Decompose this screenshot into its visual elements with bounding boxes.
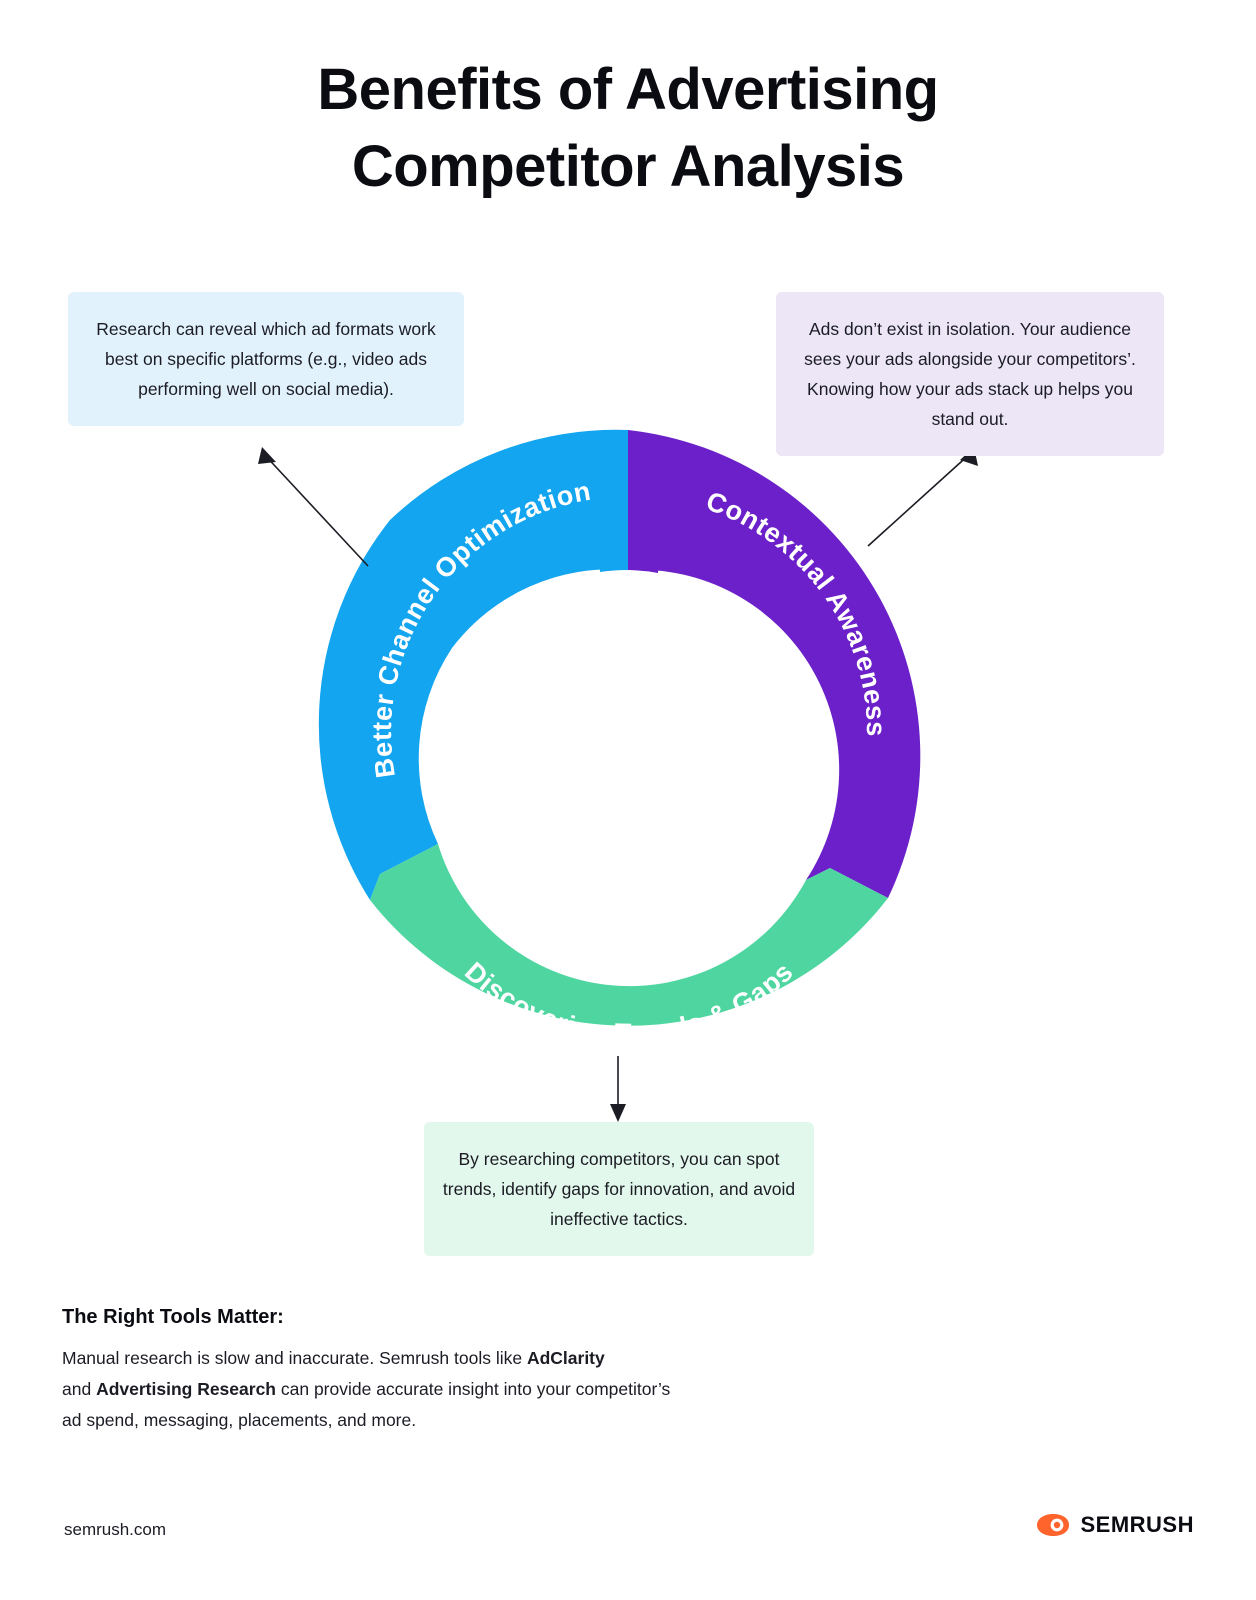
page-title-line-1: Benefits of Advertising [317,57,939,122]
footer-url[interactable]: semrush.com [64,1520,167,1539]
tools-note-line2-a: and [62,1379,97,1400]
segment-label-green: Discovering Trends & Gaps [459,956,799,1049]
tools-note-line1-a: Manual research is slow and inaccurate. Semrush tools like [62,1348,527,1368]
tools-note-heading: The Right Tools Matter: [62,1306,284,1328]
tools-note [62,1306,882,1436]
brand-name: SEMRUSH [1080,1512,1194,1537]
tool-name-adclarity: AdClarity [526,1348,605,1368]
callout-discovering-trends-gaps: By researching competitors, you can spot trends, identify gaps for innovation, and avoid ineffective tactics. [424,1122,814,1256]
tools-note-line2-c: can provide accurate insight into your competitor’s [276,1379,671,1400]
semrush-mark-icon [1036,1513,1070,1537]
connector-bottom [610,1056,626,1122]
segment-contextual-awareness[interactable] [628,430,920,898]
page-title-line-2: Competitor Analysis [351,133,905,199]
tools-note-body [62,1343,882,1436]
connector-left [258,447,368,566]
brand-logo [1036,1512,1194,1538]
segment-better-channel-optimization[interactable] [319,430,628,900]
tools-note-line3: ad spend, messaging, placements, and more. [62,1410,417,1431]
tool-name-advertising-research: Advertising Research [96,1379,276,1400]
callout-better-channel-optimization: Research can reveal which ad formats work best on specific platforms (e.g., video ads performing well on social media). [68,292,464,426]
segment-label-blue: Better Channel Optimization [367,475,594,780]
callout-contextual-awareness: Ads don’t exist in isolation. Your audience sees your ads alongside your competitors’. Knowing how your ads stack up helps you stand out. [776,292,1164,456]
connector-right [868,447,978,546]
segment-label-purple: Contextual Awareness [702,485,892,738]
